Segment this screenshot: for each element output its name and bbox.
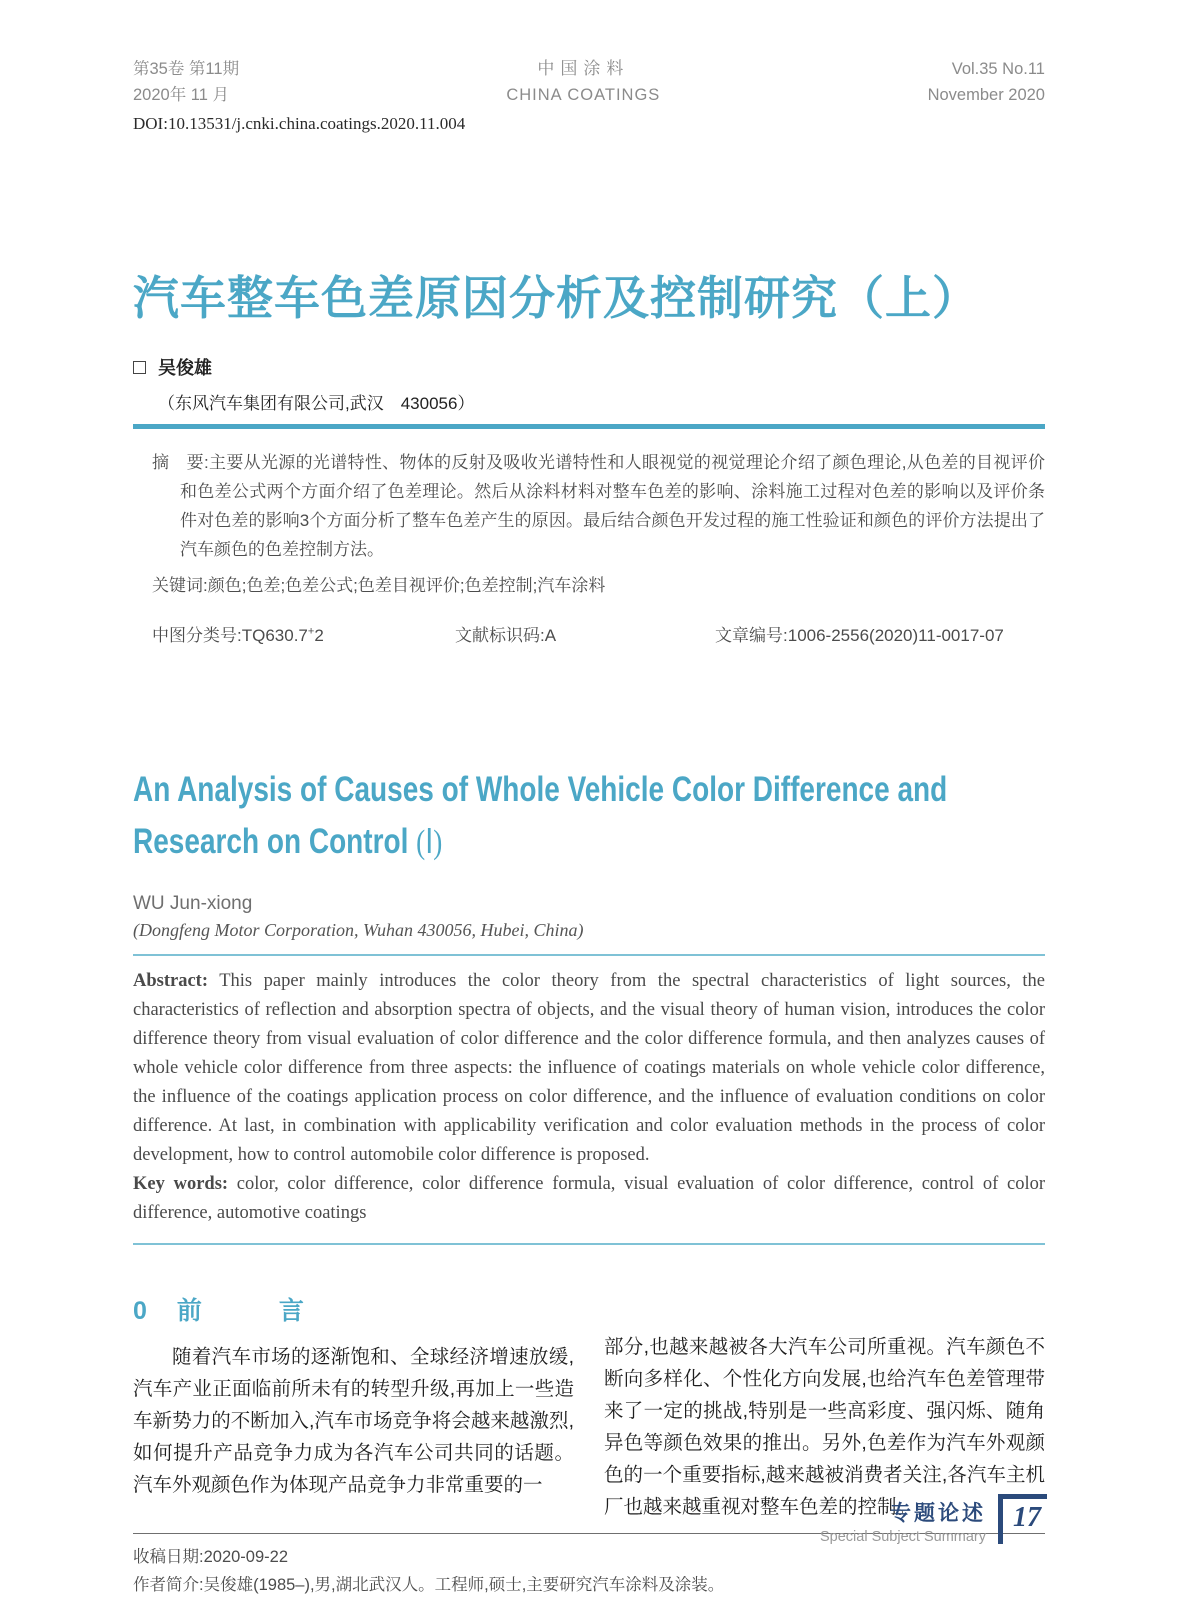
article-id: 文章编号:1006-2556(2020)11-0017-07 [715,626,1004,645]
abstract-label-en: Abstract: [133,971,209,991]
clc-number: 中图分类号:TQ630.7+2 [152,625,324,645]
abstract-en-block [133,954,1045,1245]
abstract-label-cn: 摘 要: [152,453,209,472]
document-code: 文献标识码:A [455,626,557,645]
doi-line: DOI:10.13531/j.cnki.china.coatings.2020.11.004 [133,114,466,133]
masthead-issue-en [928,56,1045,108]
keywords-text-en: color, color difference, color difference formula, visual evaluation of color difference, control of color difference, automotive coatings [133,1174,1046,1223]
abstract-cn [152,448,1045,564]
column-name-cn: 专题论述 [890,1502,986,1525]
issue-number-en: Vol.35 No.11 [951,60,1045,78]
author-row [133,354,1045,380]
keywords-label-en: Key words: [133,1174,229,1194]
two-column-body [133,1291,1045,1523]
received-date-line: 收稿日期:2020-09-22 [133,1548,288,1566]
issue-date-cn: 2020年 11 月 [133,86,230,104]
masthead-issue-cn [133,56,239,108]
column-name-en: Special Subject Summary [819,1529,986,1545]
page-number-bracket [998,1494,1047,1544]
title-en-part-numeral: (Ⅰ) [416,824,443,861]
author-name-en: WU Jun-xiong [133,893,253,914]
title-en-line2: Research on Control (Ⅰ) [133,822,443,861]
issue-number-cn: 第35卷 第11期 [133,60,240,78]
keywords-label-cn: 关键词: [152,576,208,595]
author-square-icon [133,361,146,374]
page-footer-tag [820,1494,1047,1547]
masthead [133,0,1045,108]
column-name [820,1501,986,1547]
section-title: 前 言 [176,1297,330,1325]
page-number: 17 [1013,1502,1041,1533]
body-column-right [604,1291,1045,1523]
masthead-journal [506,56,660,108]
clc-superscript: + [307,625,315,638]
title-en-line1: An Analysis of Causes of Whole Vehicle Color Difference and [133,770,948,809]
section-number: 0 [133,1297,147,1325]
body-column-left [133,1291,574,1523]
classification-row [152,621,1045,646]
keywords-cn [152,571,1045,600]
keywords-en [133,1170,1045,1228]
author-bio-line: 作者简介:吴俊雄(1985–),男,湖北武汉人。工程师,硕士,主要研究汽车涂料及涂装。 [133,1576,725,1594]
affiliation-en: (Dongfeng Motor Corporation, Wuhan 430056, Hubei, China) [133,920,584,940]
body-paragraph-right: 部分,也越来越被各大汽车公司所重视。汽车颜色不断向多样化、个性化方向发展,也给汽车色差管理带来了一定的挑战,特别是一些高彩度、强闪烁、随角异色等颜色效果的推出。另外,色差作为汽车外观颜色的一个重要指标,越来越被消费者关注,各汽车主机厂也越来越重视对整车色差的控制。 [604,1336,1045,1518]
teal-divider [133,424,1045,429]
journal-name-en: CHINA COATINGS [506,86,661,104]
issue-date-en: November 2020 [927,86,1045,104]
introduction-section [133,1291,1045,1523]
abstract-text-en: This paper mainly introduces the color theory from the spectral characteristics of light sources, the characteristics of reflection and absorption spectra of objects, and the visual theory of human vision, introduces the color difference theory from visual evaluation of color difference and the color difference formula, and then analyzes causes of whole vehicle color difference from three aspects: the influence of coatings materials on whole vehicle color difference, the influence of the coatings application process on color difference, and the influence of evaluation conditions on color difference. At last, in combination with applicability verification and color evaluation methods in the process of color development, how to control automobile color difference is proposed. [133,971,1045,1165]
section-heading [133,1291,574,1327]
journal-name-cn: 中国涂料 [537,59,630,78]
body-paragraph-left: 随着汽车市场的逐渐饱和、全球经济增速放缓,汽车产业正面临前所未有的转型升级,再加上一些造车新势力的不断加入,汽车市场竞争将会越来越激烈,如何提升产品竞争力成为各汽车公司共同的话题。汽车外观颜色作为体现产品竞争力非常重要的一 [133,1346,574,1496]
author-name-cn: 吴俊雄 [158,358,212,378]
abstract-en [133,967,1045,1170]
abstract-text-cn: 主要从光源的光谱特性、物体的反射及吸收光谱特性和人眼视觉的视觉理论介绍了颜色理论,从色差的目视评价和色差公式两个方面介绍了色差理论。然后从涂料材料对整车色差的影响、涂料施工过程对色差的影响以及评价条件对色差的影响3个方面分析了整车色差产生的原因。最后结合颜色开发过程的施工性验证和颜色的评价方法提出了汽车颜色的色差控制方法。 [180,453,1045,559]
affiliation-cn: （东风汽车集团有限公司,武汉 430056） [158,394,475,413]
article-title-cn: 汽车整车色差原因分析及控制研究（上） [133,272,979,324]
keywords-text-cn: 颜色;色差;色差公式;色差目视评价;色差控制;汽车涂料 [207,576,606,595]
article-title-en [133,764,1045,869]
